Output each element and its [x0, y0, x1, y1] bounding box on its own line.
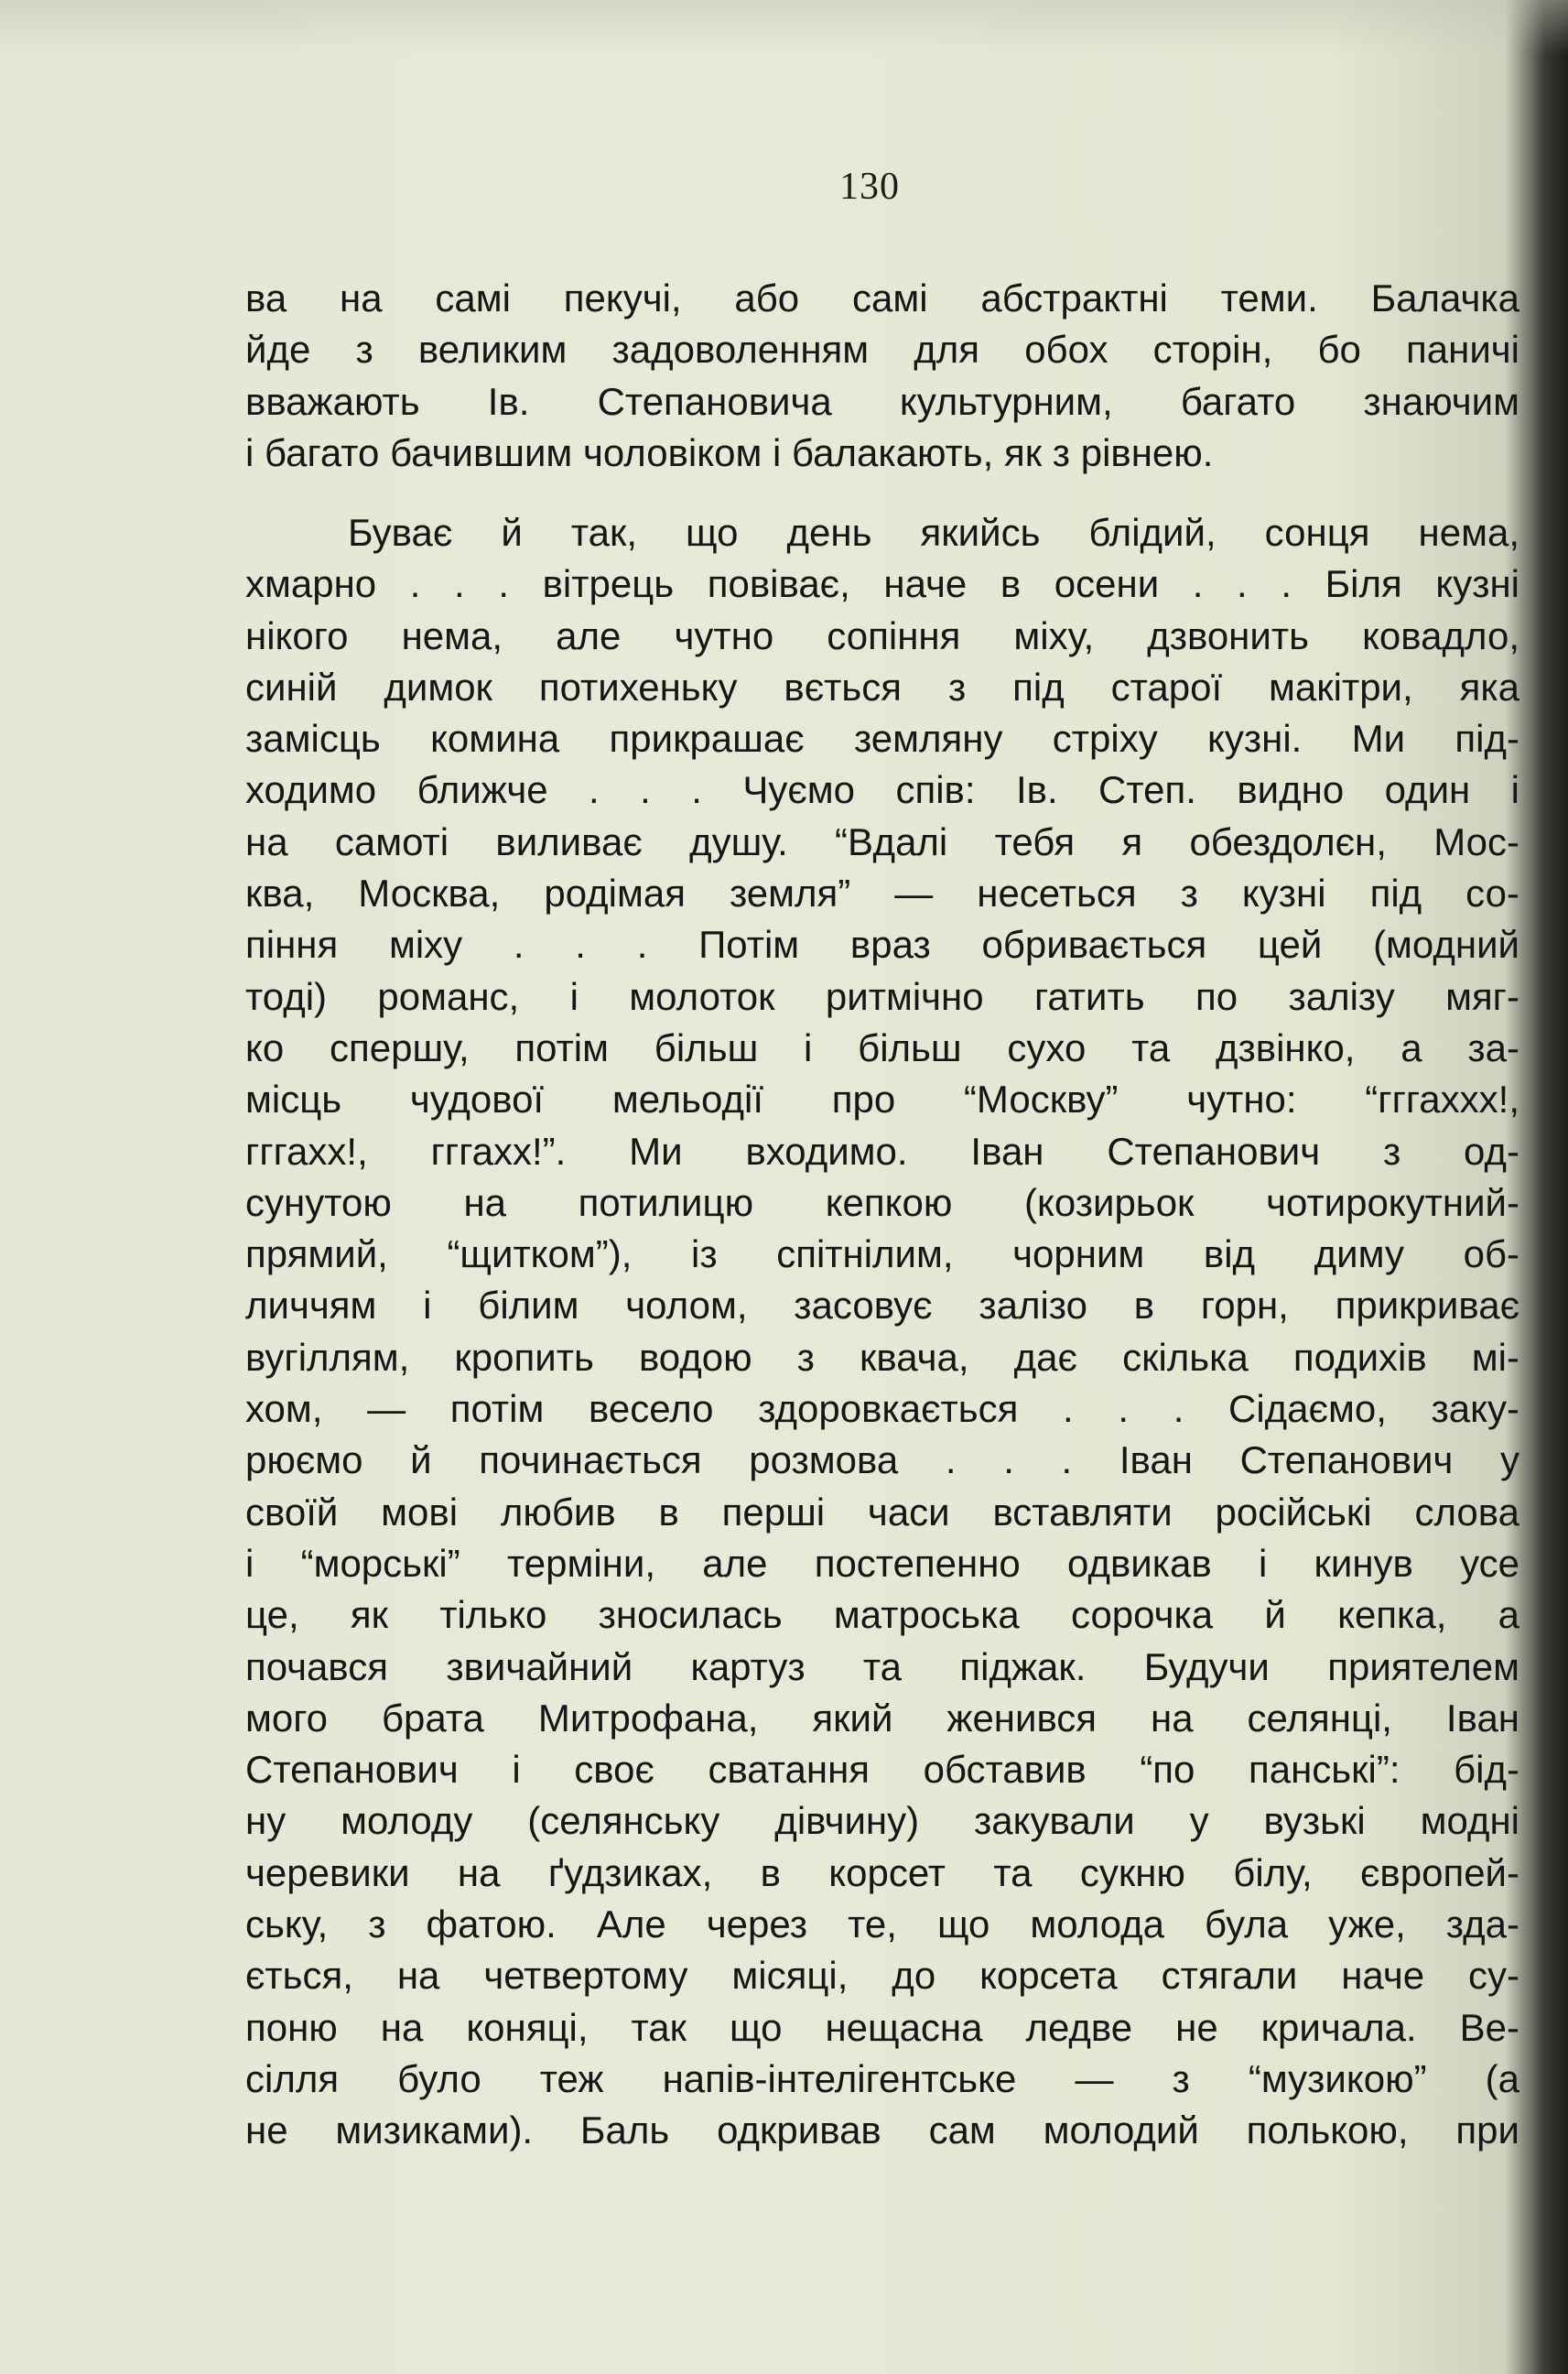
text-line: ходимо ближче . . . Чуємо спів: Ів. Степ. видно один і [245, 768, 1519, 812]
text-line: ну молоду (селянську дівчину) закували у вузькі модні [245, 1799, 1519, 1843]
text-line: ється, на четвертому місяці, до корсета стягали наче су- [245, 1954, 1519, 1998]
text-line: черевики на ґудзиках, в корсет та сукню білу, європей- [245, 1850, 1519, 1894]
paragraph-2 [245, 507, 1519, 2157]
text-line: сілля було теж напів-інтелігентське — з “музикою” (а [245, 2056, 1519, 2100]
text-line: на самоті виливає душу. “Вдалі тебя я обездолєн, Мос- [245, 819, 1519, 863]
text-line: ську, з фатою. Але через те, що молода була уже, зда- [245, 1902, 1519, 1946]
text-line: піння міху . . . Потім враз обривається цей (модний [245, 923, 1519, 967]
text-line: тоді) романс, і молоток ритмічно гатить по залізу мяг- [245, 974, 1519, 1018]
text-line: йде з великим задоволенням для обох сторін, бо паничі [245, 328, 1519, 372]
text-line: синій димок потихеньку вється з під старої макітри, яка [245, 665, 1519, 709]
text-line: Степанович і своє сватання обставив “по панські”: бід- [245, 1748, 1519, 1792]
text-line: це, як тілько зносилась матроська сорочка й кепка, а [245, 1593, 1519, 1637]
text-line: хом, — потім весело здоровкається . . . Сідаємо, заку- [245, 1387, 1519, 1431]
text-line: личчям і білим чолом, засовує залізо в горн, прикриває [245, 1284, 1519, 1328]
text-line: поню на коняці, так що нещасна ледве не кричала. Ве- [245, 2005, 1519, 2049]
text-line: ва на самі пекучі, або самі абстрактні теми. Балачка [245, 276, 1519, 320]
text-line: не мизиками). Баль одкривав сам молодий полькою, при [245, 2108, 1519, 2152]
text-line: і “морські” терміни, але постепенно одвикав і кинув усе [245, 1541, 1519, 1585]
text-line: прямий, “щитком”), із спітнілим, чорним від диму об- [245, 1232, 1519, 1276]
page-shading [0, 0, 1568, 55]
text-line: вугіллям, кропить водою з квача, дає скілька подихів мі- [245, 1335, 1519, 1379]
text-line: замісць комина прикрашає земляну стріху кузні. Ми під- [245, 717, 1519, 761]
text-line: сунутою на потилицю кепкою (козирьок чотирокутний- [245, 1180, 1519, 1224]
text-line: мого брата Митрофана, який женився на селянці, Іван [245, 1696, 1519, 1740]
text-line: почався звичайний картуз та піджак. Будучи приятелем [245, 1644, 1519, 1688]
text-line: нікого нема, але чутно сопіння міху, дзвонить ковадло, [245, 613, 1519, 657]
text-line: рюємо й починається розмова . . . Іван Степанович у [245, 1438, 1519, 1482]
text-line: ко спершу, потім більш і більш сухо та дзвінко, а за- [245, 1025, 1519, 1069]
text-line: хмарно . . . вітрець повіває, наче в осени . . . Біля кузні [245, 562, 1519, 606]
page-number: 130 [839, 166, 900, 208]
text-line: місць чудової мельодії про “Москву” чутно: “гггаххх!, [245, 1078, 1519, 1122]
text-line: ква, Москва, родімая земля” — несеться з кузні під со- [245, 872, 1519, 916]
text-line: Буває й так, що день якийсь блідий, сонця нема, [348, 511, 1519, 554]
text-line: вважають Ів. Степановича культурним, багато знаючим [245, 379, 1519, 423]
text-line: і багато бачившим чоловіком і балакають, як з рівнею. [245, 430, 1214, 474]
paragraph-1 [245, 273, 1519, 479]
text-line: гггахх!, гггахх!”. Ми входимо. Іван Степанович з од- [245, 1129, 1519, 1173]
text-line: своїй мові любив в перші часи вставляти російські слова [245, 1490, 1519, 1534]
